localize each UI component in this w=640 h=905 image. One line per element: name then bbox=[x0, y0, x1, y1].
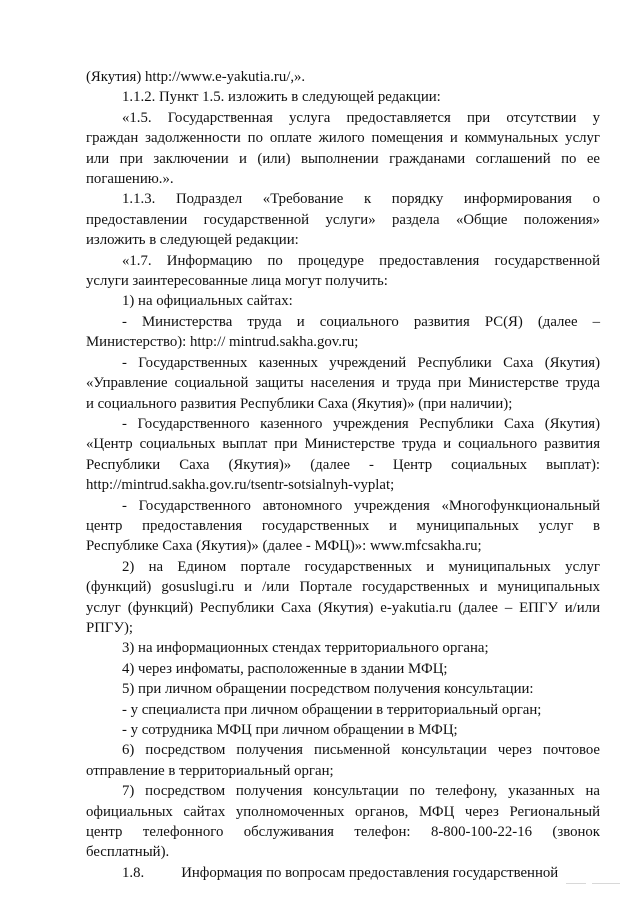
text-line: центр телефонного обслуживания телефон: 8-800-100-22-16 (звонок bbox=[86, 824, 600, 841]
text-line: 6) посредством получения письменной консультации через почтовое bbox=[122, 742, 600, 759]
text-line: отправление в территориальный орган; bbox=[86, 762, 334, 779]
document-body bbox=[86, 67, 600, 883]
text-line: Республике Саха (Якутия)» (далее - МФЦ)»: www.mfcsakha.ru; bbox=[86, 538, 482, 555]
text-line: - Государственного автономного учреждения «Многофункциональный bbox=[122, 497, 600, 514]
text-line: 1) на официальных сайтах: bbox=[122, 293, 293, 310]
text-line: 5) при личном обращении посредством получения консультации: bbox=[122, 681, 534, 698]
text-line: услуги заинтересованные лица могут получить: bbox=[86, 273, 388, 290]
text-line: (функций) gosuslugi.ru и /или Портале государственных и муниципальных bbox=[86, 579, 600, 596]
text-line: Министерство): http:// mintrud.sakha.gov.ru; bbox=[86, 334, 359, 351]
text-line: центр предоставления государственных и муниципальных услуг в bbox=[86, 517, 600, 534]
text-line: 1.1.3. Подраздел «Требование к порядку информирования о bbox=[122, 191, 600, 208]
text-line: - у сотрудника МФЦ при личном обращении в МФЦ; bbox=[122, 722, 458, 738]
text-line: 1.1.2. Пункт 1.5. изложить в следующей редакции: bbox=[122, 89, 441, 106]
text-line: - Министерства труда и социального развития РС(Я) (далее – bbox=[122, 313, 600, 330]
text-line: http://mintrud.sakha.gov.ru/tsentr-sotsialnyh-vyplat; bbox=[86, 477, 395, 494]
text-line: «1.7. Информацию по процедуре предоставления государственной bbox=[122, 252, 600, 269]
text-line: 7) посредством получения консультации по телефону, указанных на bbox=[122, 783, 600, 800]
text-line: - Государственных казенных учреждений Республики Саха (Якутия) bbox=[122, 354, 600, 371]
text-line: 3) на информационных стендах территориального органа; bbox=[122, 640, 489, 657]
text-line: и социального развития Республики Саха (Якутия)» (при наличии); bbox=[86, 395, 513, 412]
footer-rule bbox=[592, 883, 620, 884]
text-line: услуг (функций) Республики Саха (Якутия) e-yakutia.ru (далее – ЕПГУ и/или bbox=[86, 599, 600, 616]
text-line: «Центр социальных выплат при Министерстве труда и социального развития bbox=[86, 436, 600, 453]
text-line: граждан задолженности по оплате жилого помещения и коммунальных услуг bbox=[86, 130, 600, 147]
text-line: официальных сайтах уполномоченных органов, МФЦ через Региональный bbox=[86, 803, 600, 820]
text-line: (Якутия) http://www.e-yakutia.ru/,». bbox=[86, 69, 306, 85]
text-line: - у специалиста при личном обращении в территориальный орган; bbox=[122, 701, 542, 718]
text-line: 2) на Едином портале государственных и муниципальных услуг bbox=[122, 558, 600, 575]
text-line: РПГУ); bbox=[86, 619, 133, 636]
text-line: 4) через инфоматы, расположенные в здании МФЦ; bbox=[122, 660, 448, 677]
text-line: «Управление социальной защиты населения и труда при Министерстве труда bbox=[86, 375, 600, 392]
text-line: «1.5. Государственная услуга предоставляется при отсутствии у bbox=[122, 109, 600, 126]
text-line: или при заключении и (или) выполнении гражданами соглашений по ее bbox=[86, 150, 600, 167]
text-line: погашению.». bbox=[86, 171, 174, 188]
text-line: Республики Саха (Якутия)» (далее - Центр социальных выплат): bbox=[86, 456, 600, 473]
text-line: бесплатный). bbox=[86, 844, 170, 861]
text-line: 1.8. Информация по вопросам предоставления государственной bbox=[122, 864, 559, 881]
text-line: предоставлении государственной услуги» раздела «Общие положения» bbox=[86, 211, 600, 228]
text-line: - Государственного казенного учреждения Республики Саха (Якутия) bbox=[122, 415, 600, 432]
text-line: изложить в следующей редакции: bbox=[86, 232, 299, 249]
footer-rule bbox=[566, 883, 586, 884]
